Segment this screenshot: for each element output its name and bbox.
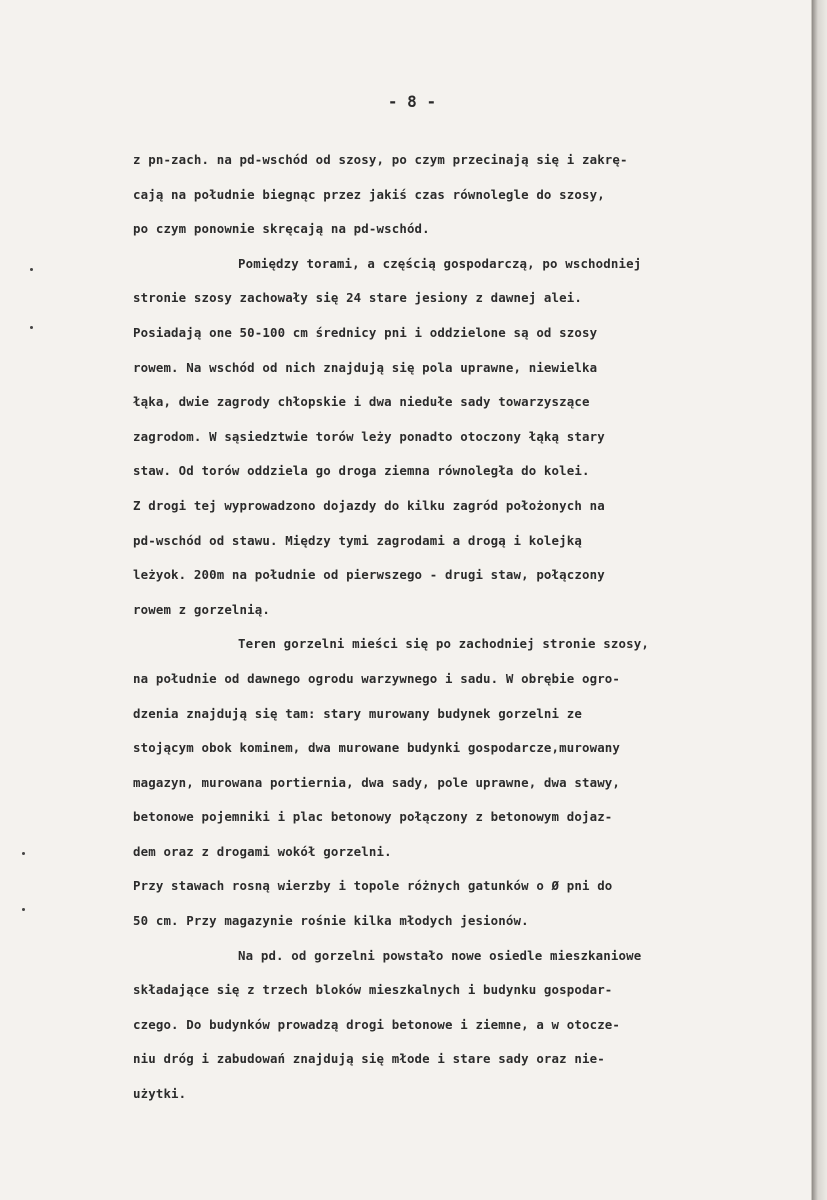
margin-speck — [22, 852, 25, 855]
text-line: składające się z trzech bloków mieszkalnych i budynku gospodar- — [133, 982, 613, 998]
text-line: łąka, dwie zagrody chłopskie i dwa niedułe sady towarzyszące — [133, 394, 590, 410]
text-line: Posiadają one 50-100 cm średnicy pni i oddzielone są od szosy — [133, 324, 598, 340]
page-number: - 8 - — [387, 92, 437, 111]
text-line: betonowe pojemniki i plac betonowy połączony z betonowym dojaz- — [133, 809, 613, 825]
text-line: rowem. Na wschód od nich znajdują się pola uprawne, niewielka — [133, 359, 598, 375]
text-line: czego. Do budynków prowadzą drogi betonowe i ziemne, a w otocze- — [133, 1016, 621, 1032]
margin-speck — [30, 268, 33, 271]
body-text — [133, 143, 785, 1112]
text-line: dzenia znajdują się tam: stary murowany budynek gorzelni ze — [133, 705, 582, 721]
margin-speck — [30, 326, 33, 329]
text-line: 50 cm. Przy magazynie rośnie kilka młodych jesionów. — [133, 913, 529, 929]
text-line: zagrodom. W sąsiedztwie torów leży ponadto otoczony łąką stary — [133, 428, 605, 444]
text-line: stronie szosy zachowały się 24 stare jesiony z dawnej alei. — [133, 290, 582, 306]
text-line: po czym ponownie skręcają na pd-wschód. — [133, 221, 430, 237]
scan-page-edge — [812, 0, 827, 1200]
paragraph-start-line: Teren gorzelni mieści się po zachodniej stronie szosy, — [238, 636, 649, 652]
text-line: staw. Od torów oddziela go droga ziemna równoległa do kolei. — [133, 463, 590, 479]
text-line: niu dróg i zabudowań znajdują się młode i stare sady oraz nie- — [133, 1051, 605, 1067]
text-line: z pn-zach. na pd-wschód od szosy, po czym przecinają się i zakrę- — [133, 152, 628, 167]
text-line: leżyok. 200m na południe od pierwszego - drugi staw, połączony — [133, 567, 605, 583]
text-line: dem oraz z drogami wokół gorzelni. — [133, 843, 392, 859]
text-line: Z drogi tej wyprowadzono dojazdy do kilku zagród położonych na — [133, 497, 605, 513]
text-line: cają na południe biegnąc przez jakiś czas równolegle do szosy, — [133, 186, 605, 202]
text-line: stojącym obok kominem, dwa murowane budynki gospodarcze,murowany — [133, 740, 621, 756]
text-line: na południe od dawnego ogrodu warzywnego i sadu. W obrębie ogro- — [133, 670, 621, 686]
text-line: pd-wschód od stawu. Między tymi zagrodami a drogą i kolejką — [133, 532, 582, 548]
paragraph-start-line: Pomiędzy torami, a częścią gospodarczą, po wschodniej — [238, 255, 642, 271]
text-line: magazyn, murowana portiernia, dwa sady, pole uprawne, dwa stawy, — [133, 774, 621, 790]
text-line: rowem z gorzelnią. — [133, 601, 270, 617]
margin-speck — [22, 908, 25, 911]
paragraph-start-line: Na pd. od gorzelni powstało nowe osiedle mieszkaniowe — [238, 947, 642, 963]
text-line: Przy stawach rosną wierzby i topole różnych gatunków o Ø pni do — [133, 878, 613, 894]
text-line: użytki. — [133, 1086, 187, 1102]
